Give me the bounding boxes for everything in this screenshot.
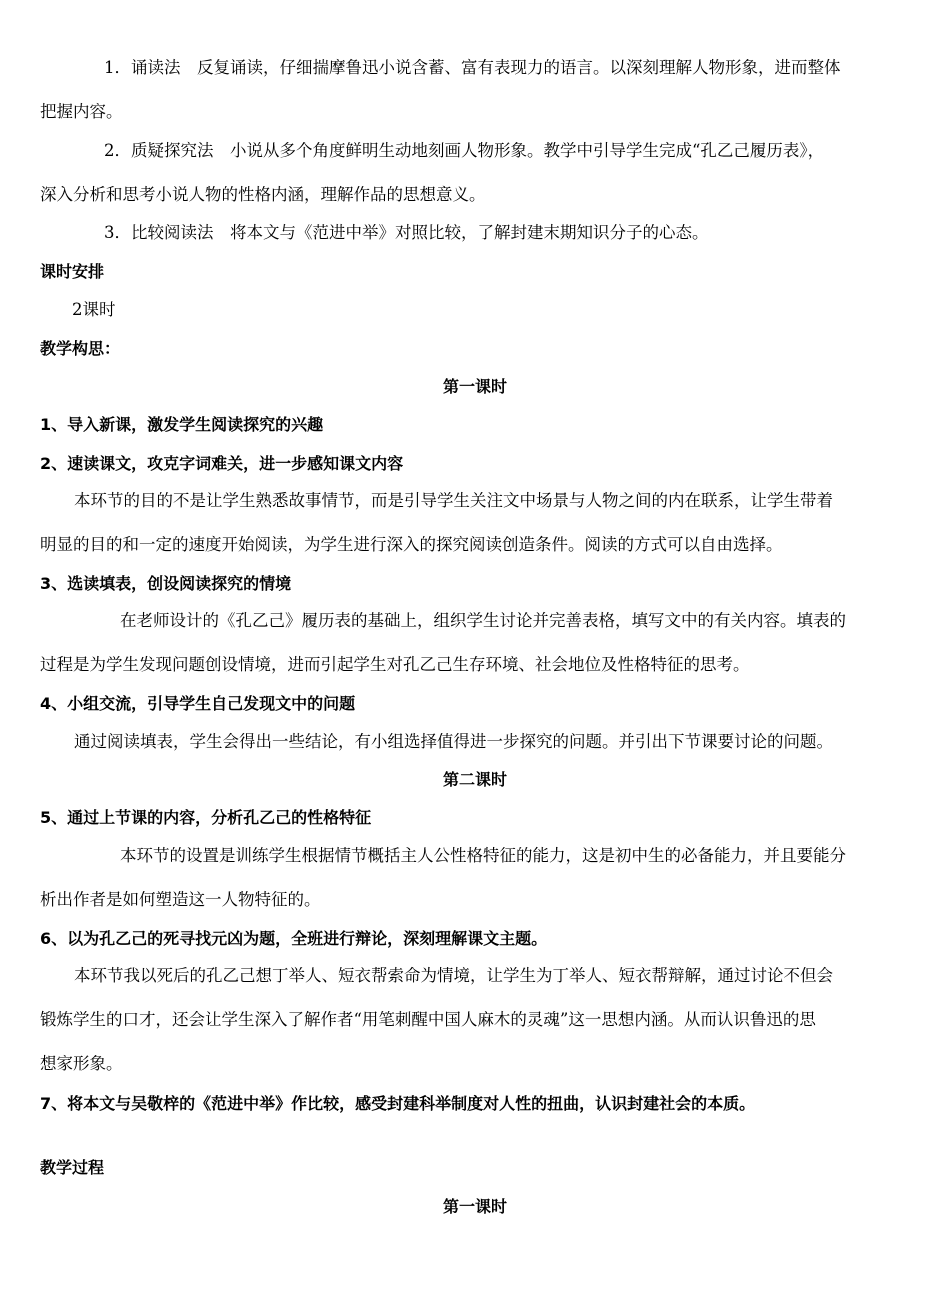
step-3-heading: 3、选读填表，创设阅读探究的情境 — [40, 574, 292, 593]
step-2-para-line-2: 明显的目的和一定的速度开始阅读，为学生进行深入的探究阅读创造条件。阅读的方式可以自由选择。 — [40, 535, 783, 554]
concept-heading: 教学构思： — [40, 339, 121, 358]
step-7-heading: 7、将本文与吴敬梓的《范进中举》作比较，感受封建科举制度对人性的扭曲，认识封建社会的本质。 — [40, 1094, 756, 1113]
step-6-para-line-1: 本环节我以死后的孔乙己想丁举人、短衣帮索命为情境，让学生为丁举人、短衣帮辩解，通过讨论不但会 — [74, 966, 833, 985]
schedule-heading: 课时安排 — [40, 262, 105, 281]
step-5-para-line-2: 析出作者是如何塑造这一人物特征的。 — [40, 890, 321, 909]
schedule-value: 2课时 — [72, 300, 116, 319]
step-2-heading: 2、速读课文，攻克字词难关，进一步感知课文内容 — [40, 454, 404, 473]
step-5-heading: 5、通过上节课的内容，分析孔乙己的性格特征 — [40, 808, 372, 827]
method-2-line-1: 2．质疑探究法 小说从多个角度鲜明生动地刻画人物形象。教学中引导学生完成“孔乙己履历表》， — [104, 141, 825, 160]
step-4-para: 通过阅读填表，学生会得出一些结论，有小组选择值得进一步探究的问题。并引出下节课要讨论的问题。 — [74, 732, 833, 751]
step-4-heading: 4、小组交流，引导学生自己发现文中的问题 — [40, 694, 356, 713]
step-3-para-line-1: 在老师设计的《孔乙己》履历表的基础上，组织学生讨论并完善表格，填写文中的有关内容。填表的 — [120, 611, 846, 630]
step-3-para-line-2: 过程是为学生发现问题创设情境，进而引起学生对孔乙己生存环境、社会地位及性格特征的思考。 — [40, 655, 750, 674]
process-heading: 教学过程 — [40, 1158, 105, 1177]
step-2-para-line-1: 本环节的目的不是让学生熟悉故事情节，而是引导学生关注文中场景与人物之间的内在联系，让学生带着 — [74, 491, 833, 510]
step-1-heading: 1、导入新课，激发学生阅读探究的兴趣 — [40, 415, 324, 434]
method-3-line: 3．比较阅读法 将本文与《范进中举》对照比较，了解封建末期知识分子的心态。 — [104, 223, 709, 242]
step-6-heading: 6、以为孔乙己的死寻找元凶为题，全班进行辩论，深刻理解课文主题。 — [40, 929, 548, 948]
lesson-2-title: 第二课时 — [442, 770, 507, 789]
process-lesson-1-title: 第一课时 — [442, 1197, 507, 1216]
lesson-1-title: 第一课时 — [442, 377, 507, 396]
step-5-para-line-1: 本环节的设置是训练学生根据情节概括主人公性格特征的能力，这是初中生的必备能力，并且要能分 — [120, 846, 846, 865]
step-6-para-line-3: 想家形象。 — [40, 1054, 123, 1073]
method-1-line-2: 把握内容。 — [40, 102, 123, 121]
method-2-line-2: 深入分析和思考小说人物的性格内涵，理解作品的思想意义。 — [40, 185, 486, 204]
method-1-line-1: 1．诵读法 反复诵读，仔细揣摩鲁迅小说含蓄、富有表现力的语言。以深刻理解人物形象，进而整体 — [104, 58, 841, 77]
step-6-para-line-2: 锻炼学生的口才，还会让学生深入了解作者“用笔刺醒中国人麻木的灵魂”这一思想内涵。从而认识鲁迅的思 — [40, 1010, 816, 1029]
